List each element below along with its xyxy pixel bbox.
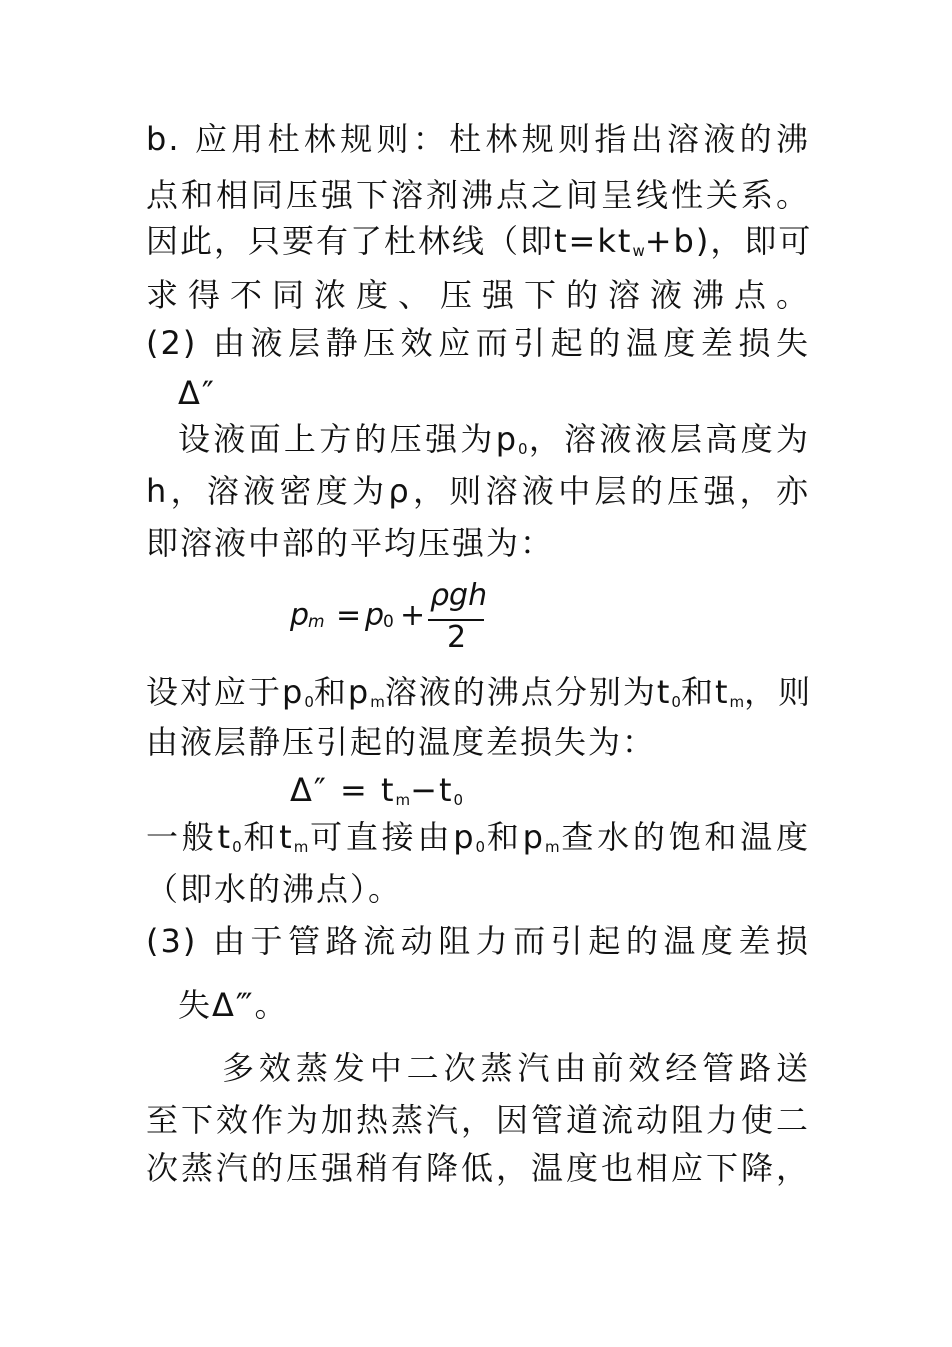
text-segment: ，则 — [744, 673, 813, 711]
text-segment: 和t — [680, 673, 730, 711]
text-segment: 和t — [241, 818, 294, 856]
text-segment: 因此，只要有了杜林线（即t=kt — [146, 222, 633, 260]
subscript: m — [395, 791, 411, 809]
text-line: 点和相同压强下溶剂沸点之间呈线性关系。 — [146, 176, 810, 214]
text-segment: −t — [410, 771, 454, 809]
text-line — [178, 419, 810, 469]
text-line — [146, 221, 813, 271]
formula-lhs-sub: m — [308, 612, 325, 632]
equation-delta — [290, 770, 590, 820]
text-segment: 查水的饱和温度 — [559, 818, 810, 856]
section-heading: (3) 由于管路流动阻力而引起的温度差损 — [146, 922, 810, 960]
formula-p0: p — [365, 598, 385, 633]
subscript: w — [632, 242, 645, 260]
text-segment: +b)，即可 — [644, 222, 813, 260]
formula-equals: = — [336, 598, 362, 633]
section-heading: (2) 由液层静压效应而引起的温度差损失 — [146, 324, 810, 362]
subscript: 0 — [671, 693, 681, 711]
text-line — [146, 672, 813, 722]
subscript: 0 — [518, 440, 528, 458]
text-segment: Δ″ = t — [290, 771, 396, 809]
section-heading-symbol: Δ″ — [178, 374, 216, 412]
subscript: 0 — [304, 693, 314, 711]
text-segment: 可直接由p — [308, 818, 476, 856]
formula-p0-sub: 0 — [383, 612, 394, 632]
text-line: 即溶液中部的平均压强为： — [146, 524, 555, 562]
subscript: 0 — [475, 838, 486, 856]
text-segment: ，溶液液层高度为 — [527, 420, 810, 458]
formula-plus: + — [400, 598, 426, 633]
text-line: 由液层静压引起的温度差损失为： — [146, 723, 657, 761]
text-line: （即水的沸点）。 — [146, 870, 403, 908]
subscript: m — [544, 838, 560, 856]
text-line: h，溶液密度为ρ，则溶液中层的压强，亦 — [146, 472, 810, 510]
text-line: b. 应用杜林规则：杜林规则指出溶液的沸 — [146, 120, 810, 158]
text-segment: 和p — [485, 818, 545, 856]
text-line — [146, 817, 810, 867]
formula-numerator: ρgh — [430, 578, 488, 613]
subscript: m — [370, 693, 385, 711]
subscript: m — [729, 693, 745, 711]
text-segment: 设对应于p — [146, 673, 305, 711]
text-segment: 和p — [313, 673, 371, 711]
section-heading-symbol: 失Δ‴。 — [178, 986, 289, 1024]
text-line: 求得不同浓度、压强下的溶液沸点。 — [146, 276, 810, 314]
subscript: 0 — [232, 838, 242, 856]
text-segment: 溶液的沸点分别为t — [384, 673, 672, 711]
subscript: m — [293, 838, 309, 856]
text-line: 多效蒸发中二次蒸汽由前效经管路送 — [222, 1049, 810, 1087]
text-segment: 一般t — [146, 818, 233, 856]
formula-denominator: 2 — [447, 620, 467, 655]
formula-lhs: p — [290, 598, 310, 633]
text-segment: 设液面上方的压强为p — [178, 420, 519, 458]
subscript: 0 — [453, 791, 464, 809]
text-line: 至下效作为加热蒸汽，因管道流动阻力使二 — [146, 1101, 810, 1139]
text-line: 次蒸汽的压强稍有降低，温度也相应下降， — [146, 1149, 810, 1187]
